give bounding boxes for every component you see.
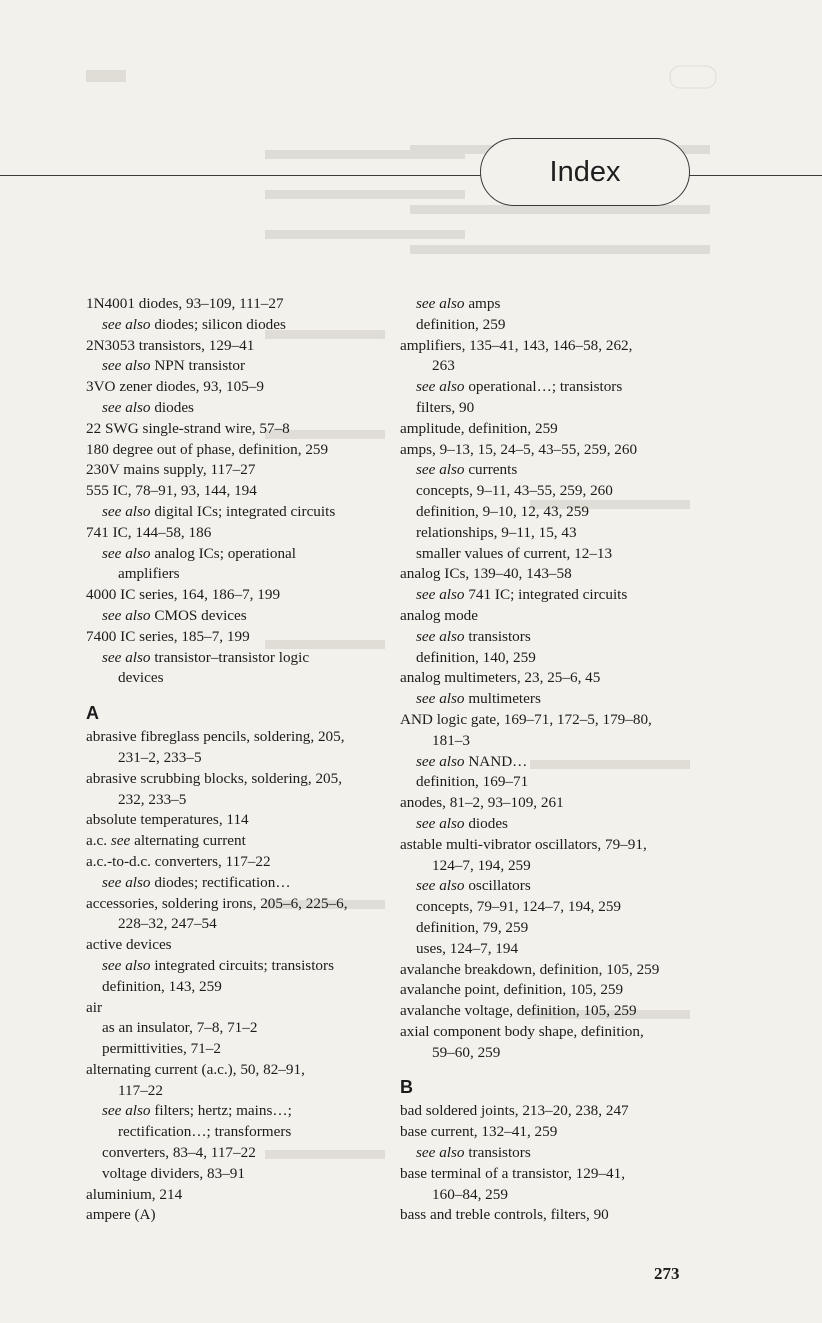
index-entry [86,544,386,565]
index-entry [86,315,386,336]
see-also-label: see also [102,398,151,416]
index-entry: avalanche voltage, definition, 105, 259 [400,1002,637,1020]
index-entry: definition, 79, 259 [416,918,529,936]
index-entry [400,752,710,773]
index-entry: active devices [86,936,172,954]
continued-a-entries [400,294,710,1063]
section-letter-b: B [400,1077,413,1098]
index-entry [400,460,710,481]
index-entry: definition, 9–10, 12, 43, 259 [416,502,589,520]
index-entry [86,356,386,377]
header-rule [0,175,822,176]
index-entry: 1N4001 diodes, 93–109, 111–27 [86,295,284,312]
entry-text: operational…; transistors [464,378,623,396]
see-also-label: see also [416,1144,465,1162]
index-entry: as an insulator, 7–8, 71–2 [102,1019,258,1037]
index-entry: converters, 83–4, 117–22 [102,1144,256,1162]
index-entry [86,956,386,977]
entry-text: transistor–transistor logic [150,648,310,666]
index-entry: 741 IC, 144–58, 186 [86,523,212,541]
entry-text: oscillators [464,877,531,895]
index-entry: 263 [432,357,455,375]
index-entry: astable multi-vibrator oscillators, 79–91, [400,835,647,853]
index-entry: base current, 132–41, 259 [400,1123,558,1141]
see-also-label: see also [416,586,465,604]
index-entry: 181–3 [432,731,470,749]
index-entry: rectification…; transformers [118,1123,292,1141]
index-entry [400,294,710,315]
index-entry: 117–22 [118,1081,163,1099]
page-title: Index [549,155,621,188]
index-entry: devices [118,669,164,687]
index-entry: absolute temperatures, 114 [86,811,249,829]
index-entry: 2N3053 transistors, 129–41 [86,336,255,354]
see-also-label: see also [102,873,151,891]
index-entry: definition, 259 [416,315,506,333]
index-entry: definition, 143, 259 [102,977,222,995]
entry-text: filters; hertz; mains…; [150,1102,292,1120]
index-entry: 3VO zener diodes, 93, 105–9 [86,378,264,396]
index-entry: avalanche breakdown, definition, 105, 259 [400,960,660,978]
entry-text: analog ICs; operational [150,544,297,562]
see-also-label: see also [102,956,151,974]
index-entry [86,502,386,523]
index-entry: abrasive fibreglass pencils, soldering, 205, [86,728,345,746]
see-also-label: see also [416,378,465,396]
entry-text: digital ICs; integrated circuits [150,502,336,520]
see-also-label: see also [102,544,151,562]
index-entry: 7400 IC series, 185–7, 199 [86,627,250,645]
see-also-label: see also [416,295,465,312]
see-also-label: see also [416,627,465,645]
index-entry: analog ICs, 139–40, 143–58 [400,565,572,583]
index-entry [400,689,710,710]
entry-text: amps [464,295,501,312]
entry-text: diodes [150,398,194,416]
index-entry: 228–32, 247–54 [118,915,217,933]
index-entry: avalanche point, definition, 105, 259 [400,981,624,999]
index-entry: voltage dividers, 83–91 [102,1164,245,1182]
page-number: 273 [654,1264,680,1283]
index-title-box [480,138,690,206]
index-entry [400,814,710,835]
entry-text: diodes [464,814,508,832]
index-entry: bad soldered joints, 213–20, 238, 247 [400,1102,629,1120]
entry-text: transistors [464,1144,531,1162]
index-entry: uses, 124–7, 194 [416,939,519,957]
see-also-label: see also [416,461,465,479]
index-entry: definition, 140, 259 [416,648,536,666]
index-entry: AND logic gate, 169–71, 172–5, 179–80, [400,710,652,728]
index-entry: a.c.-to-d.c. converters, 117–22 [86,852,271,870]
numeric-entries [86,294,386,689]
entry-text: a.c. [86,832,111,850]
index-entry: axial component body shape, definition, [400,1022,644,1040]
entry-text: multimeters [464,690,541,708]
entry-text: 741 IC; integrated circuits [464,586,628,604]
index-entry: 232, 233–5 [118,790,187,808]
index-entry: concepts, 9–11, 43–55, 259, 260 [416,482,613,500]
index-entry: analog multimeters, 23, 25–6, 45 [400,669,601,687]
index-entry: concepts, 79–91, 124–7, 194, 259 [416,898,622,916]
entry-text: CMOS devices [150,606,247,624]
left-column [86,294,386,1226]
entry-text: NPN transistor [150,357,246,375]
index-entry: 180 degree out of phase, definition, 259 [86,440,329,458]
see-also-label: see also [416,752,465,770]
index-entry: amps, 9–13, 15, 24–5, 43–55, 259, 260 [400,440,638,458]
index-entry [86,606,386,627]
index-entry: definition, 169–71 [416,773,529,791]
index-entry: abrasive scrubbing blocks, soldering, 205, [86,769,343,787]
section-b-entries [400,1101,710,1226]
see-label: see [110,832,131,850]
index-entry: relationships, 9–11, 15, 43 [416,523,577,541]
index-entry: smaller values of current, 12–13 [416,544,613,562]
index-entry: anodes, 81–2, 93–109, 261 [400,794,564,812]
index-entry: bass and treble controls, filters, 90 [400,1206,609,1224]
entry-text: integrated circuits; transistors [150,956,334,974]
see-also-label: see also [102,502,151,520]
index-entry: alternating current (a.c.), 50, 82–91, [86,1060,305,1078]
index-entry [400,876,710,897]
index-entry: 124–7, 194, 259 [432,856,531,874]
entry-text: transistors [464,627,531,645]
see-also-label: see also [416,814,465,832]
index-entry [86,831,386,852]
entry-target: alternating current [130,832,246,850]
see-also-label: see also [416,877,465,895]
index-entry: amplitude, definition, 259 [400,419,558,437]
index-entry: analog mode [400,606,479,624]
index-entry: base terminal of a transistor, 129–41, [400,1164,626,1182]
index-entry [86,398,386,419]
index-entry: filters, 90 [416,398,475,416]
index-entry [86,873,386,894]
index-entry: 4000 IC series, 164, 186–7, 199 [86,586,281,604]
index-entry: accessories, soldering irons, 205–6, 225–6, [86,894,348,912]
index-entry: amplifiers, 135–41, 143, 146–58, 262, [400,336,633,354]
index-entry: 555 IC, 78–91, 93, 144, 194 [86,482,257,500]
index-entry: 59–60, 259 [432,1043,501,1061]
index-entry [400,627,710,648]
index-entry [86,1101,386,1122]
see-also-label: see also [416,690,465,708]
section-a-entries [86,727,386,1226]
index-entry: 231–2, 233–5 [118,748,202,766]
see-also-label: see also [102,1102,151,1120]
index-entry: ampere (A) [86,1206,156,1224]
index-entry: 22 SWG single-strand wire, 57–8 [86,419,290,437]
index-entry: aluminium, 214 [86,1185,183,1203]
section-letter-a: A [86,703,99,724]
right-column [400,294,710,1226]
index-entry: amplifiers [118,565,180,583]
index-entry: 160–84, 259 [432,1185,508,1203]
see-also-label: see also [102,606,151,624]
entry-text: currents [464,461,518,479]
see-also-label: see also [102,357,151,375]
entry-text: diodes; rectification… [150,873,291,891]
index-entry: permittivities, 71–2 [102,1040,221,1058]
index-entry [400,585,710,606]
see-also-label: see also [102,648,151,666]
index-entry [400,1143,710,1164]
index-entry: air [86,998,103,1016]
entry-text: NAND… [464,752,528,770]
entry-text: diodes; silicon diodes [150,315,286,333]
index-entry [86,648,386,669]
see-also-label: see also [102,315,151,333]
index-entry [400,377,710,398]
index-entry: 230V mains supply, 117–27 [86,461,256,479]
